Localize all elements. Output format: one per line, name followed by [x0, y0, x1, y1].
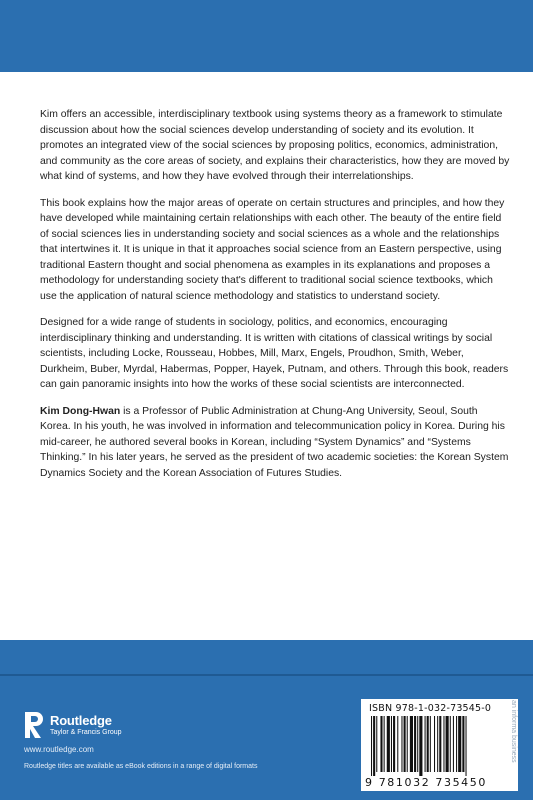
routledge-logo-icon — [22, 710, 44, 740]
barcode-bar — [439, 716, 441, 772]
logo-wordmark — [50, 714, 122, 737]
barcode-bar — [446, 716, 449, 772]
barcode-bar — [414, 716, 416, 772]
barcode-bar — [456, 716, 457, 772]
barcode-bar — [410, 716, 413, 772]
top-color-band — [0, 0, 533, 72]
back-cover-text — [40, 107, 510, 492]
publisher-website[interactable]: www.routledge.com — [24, 745, 94, 754]
barcode-bar — [384, 716, 385, 772]
barcode-bar — [462, 716, 464, 772]
barcode-bar — [391, 716, 392, 772]
barcode-bar — [401, 716, 402, 772]
barcode-bar — [434, 716, 435, 772]
description-paragraph-1: Kim offers an accessible, interdisciplinary textbook using systems theory as a framework to stimulate discussion about how the social sciences develop understanding of society and its evolution. It promotes an integrated view of the social sciences by proposing politics, economics, administration, and community as the core areas of society, and explains their characteristics, how they are moved by what kind of systems, and how they have evolved through their interrelationships. — [40, 109, 510, 182]
barcode-bar — [407, 716, 408, 772]
barcode-bar — [427, 716, 429, 772]
barcode-bar — [371, 716, 372, 776]
band-divider — [0, 674, 533, 676]
barcode-bar — [443, 716, 444, 772]
publisher-group: Taylor & Francis Group — [50, 728, 122, 736]
barcode-bar — [458, 716, 461, 772]
author-bio — [40, 404, 510, 482]
barcode-bar — [425, 716, 426, 772]
barcode-bar — [466, 716, 467, 776]
informa-side-text: an informa business — [510, 700, 517, 763]
barcode-bar — [419, 716, 422, 776]
author-bio-text: is a Professor of Public Administration at Chung-Ang University, Seoul, South Korea. In his youth, he was involved in information and telecommunication policy in Korea. During his mid-career, he authored several books in Korean, including “System Dynamics” and “Systems Thinking.” In his later years, he served as the president of two academic societies: the Korean System Dynamics Society and the Korean Association of Futures Studies. — [40, 405, 509, 479]
barcode-bar — [437, 716, 438, 772]
barcode-box — [361, 699, 518, 791]
description-paragraph-2: This book explains how the major areas of operate on certain structures and principles, and how they have developed while maintaining certain relationships with each other. The beauty of the entire field of social sciences lies in understanding society and social sciences as a whole and the relationships that intertwines it. It is unique in that it approaches social science from an Eastern perspective, using traditional Eastern thought and social phenomena as examples in its explanations and proposes a methodology for understanding society that's different to traditional social science textbooks, which use the application of natural science methodology and statistics to understand society. — [40, 197, 505, 302]
barcode-bar — [393, 716, 395, 772]
barcode-bar — [417, 716, 418, 772]
barcode-image — [367, 716, 507, 776]
barcode-bar — [430, 716, 431, 772]
publisher-name: Routledge — [50, 712, 112, 728]
ebook-note: Routledge titles are available as eBook editions in a range of digital formats — [24, 763, 258, 770]
barcode-bar — [450, 716, 451, 772]
barcode-bar — [373, 716, 375, 776]
description-paragraph-3: Designed for a wide range of students in sociology, politics, and economics, encouraging interdisciplinary thinking and understanding. It is written with citations of classical writings by social scientists, including Locke, Rousseau, Hobbes, Mill, Marx, Engels, Proudhon, Smith, Weber, Durkheim, Buber, Myrdal, Habermas, Popper, Hayek, Putnam, and others. Through this book, readers can gain panoramic insights into how the works of these social scientists are interconnected. — [40, 317, 509, 390]
barcode-bar — [453, 716, 454, 772]
barcode-bar — [404, 716, 406, 772]
isbn-label: ISBN 978-1-032-73545-0 — [369, 703, 492, 714]
barcode-bar — [376, 716, 377, 772]
publisher-logo — [22, 710, 122, 740]
barcode-bar — [397, 716, 398, 772]
barcode-bar — [387, 716, 390, 772]
barcode-bar — [380, 716, 382, 772]
barcode-digits: 9 781032 735450 — [365, 776, 487, 789]
author-name: Kim Dong-Hwan — [40, 405, 121, 417]
